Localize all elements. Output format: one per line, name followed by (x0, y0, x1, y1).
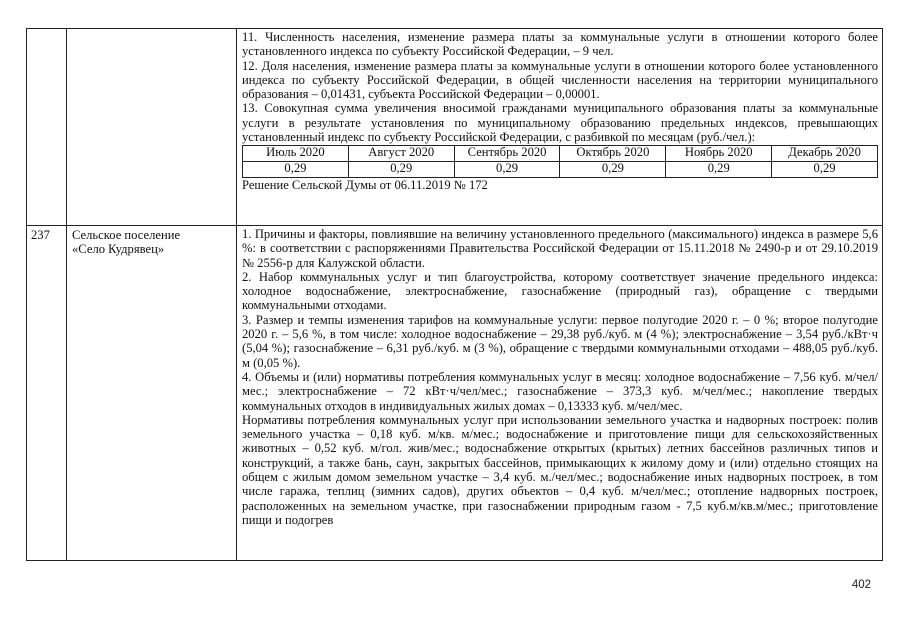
paragraph-3: 3. Размер и темпы изменения тарифов на коммунальные услуги: первое полугодие 2020 г. – 0 %; второе полугодие 2020 г. – 5,6 %, в том числе: холодное водоснабжение – 29,38 руб./куб. м (4 %); электроснабжение – 3,54 руб./кВт·ч (5,04 %); газоснабжение – 6,31 руб./куб. м (3 %), обращение с твердыми коммунальными отходами – 488,05 руб./куб. м (0,05 %). (242, 312, 878, 370)
paragraph-12: 12. Доля населения, изменение размера платы за коммунальные услуги в отношении которого более установленного индекса по субъекту Российской Федерации, в общей численности населения на территории муниципального образования – 0,01431, субъекта Российской Федерации – 0,00001. (242, 58, 878, 102)
month-header: Декабрь 2020 (772, 146, 878, 162)
data-table (26, 28, 883, 561)
row-number-cell-empty (27, 29, 67, 226)
month-header: Сентябрь 2020 (454, 146, 560, 162)
paragraph-1: 1. Причины и факторы, повлиявшие на величину установленного предельного (максимального) индекса в размере 5,6 %: в соответствии с распоряжениями Правительства Российской Федерации от 15.11.2018 № 2490-р и от 29.10.2019 № 2556-р для Калужской области. (242, 227, 878, 270)
month-header: Июль 2020 (243, 146, 349, 162)
month-header: Ноябрь 2020 (666, 146, 772, 162)
decision-reference: Решение Сельской Думы от 06.11.2019 № 172 (242, 178, 488, 193)
table-row-237 (27, 226, 883, 561)
month-value: 0,29 (243, 162, 349, 178)
months-header-row (243, 146, 878, 162)
page-number: 402 (851, 579, 871, 591)
month-value: 0,29 (560, 162, 666, 178)
row-number: 237 (27, 226, 67, 561)
paragraph-11: 11. Численность населения, изменение размера платы за коммунальные услуги в отношении которого более установленного индекса по субъекту Российской Федерации, – 9 чел. (242, 30, 878, 59)
table-row-previous (27, 29, 883, 226)
row-content-cell (237, 29, 883, 226)
settlement-name-line2: «Село Кудрявец» (72, 242, 165, 257)
paragraph-2: 2. Набор коммунальных услуг и тип благоустройства, которому соответствует значение предельного индекса: холодное водоснабжение, электроснабжение, газоснабжение (природный газ), обращение с твердыми коммунальными отходами. (242, 269, 878, 313)
paragraph-4: 4. Объемы и (или) нормативы потребления коммунальных услуг в месяц: холодное водоснабжение – 7,56 куб. м/чел/мес.; электроснабжение – 72 кВт·ч/чел/мес.; газоснабжение – 373,3 куб. м/чел/мес.; накопление твердых коммунальных отходов в индивидуальных жилых домах – 0,13333 куб. м/чел/мес. (242, 369, 878, 413)
months-table (242, 145, 878, 178)
month-value: 0,29 (348, 162, 454, 178)
month-value: 0,29 (772, 162, 878, 178)
settlement-name-line1: Сельское поселение (72, 228, 181, 242)
month-value: 0,29 (454, 162, 560, 178)
month-header: Октябрь 2020 (560, 146, 666, 162)
row-content-cell (237, 226, 883, 561)
month-value: 0,29 (666, 162, 772, 178)
paragraph-13: 13. Совокупная сумма увеличения вносимой гражданами муниципального образования платы за коммунальные услуги в результате установления по муниципальному образованию предельных индексов, превышающих установленный индекс по субъекту Российской Федерации, с разбивкой по месяцам (руб./чел.): (242, 101, 878, 145)
row-name-cell-empty (67, 29, 237, 226)
months-value-row (243, 162, 878, 178)
settlement-name-cell (67, 226, 237, 561)
month-header: Август 2020 (348, 146, 454, 162)
paragraph-norms: Нормативы потребления коммунальных услуг при использовании земельного участка и надворных построек: полив земельного участка – 0,18 куб. м/кв. м/мес.; водоснабжение и приготовление пищи для сельскохозяйственных животных – 0,52 куб. м/гол. жив/мес.; водоснабжение открытых (крытых) летних бассейнов различных типов и конструкций, а также бань, саун, закрытых бассейнов, примыкающих к жилому дому и (или) отдельно стоящих на общем с жилым домом земельном участке – 3,4 куб. м./чел/мес.; водоснабжение иных надворных построек, в том числе гаража, теплиц (зимних садов), других объектов – 0,4 куб. м/чел/мес.; отопление надворных построек, расположенных на земельном участке, при газоснабжении природным газом - 7,5 куб.м/кв.м/мес.; приготовление пищи и подогрев (242, 412, 878, 527)
